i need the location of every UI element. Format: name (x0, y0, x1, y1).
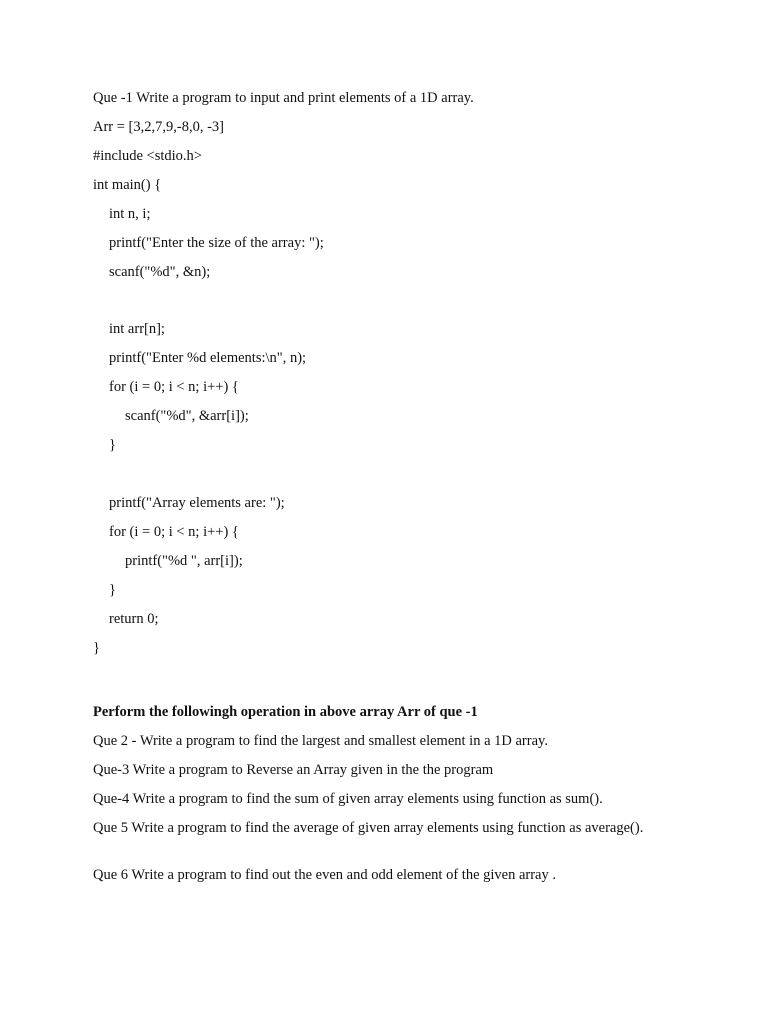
question-6: Que 6 Write a program to find out the even and odd element of the given array . (93, 867, 556, 883)
code-line: int arr[n]; (109, 321, 165, 337)
code-line: scanf("%d", &n); (109, 264, 211, 280)
question-1-title: Que -1 Write a program to input and print elements of a 1D array. (93, 90, 474, 106)
code-line: } (109, 437, 116, 453)
code-line: printf("Array elements are: "); (109, 495, 285, 511)
question-3: Que-3 Write a program to Reverse an Array given in the the program (93, 762, 494, 778)
question-2: Que 2 - Write a program to find the largest and smallest element in a 1D array. (93, 733, 548, 749)
code-line: return 0; (109, 611, 159, 627)
question-4: Que-4 Write a program to find the sum of given array elements using function as sum(). (93, 791, 603, 807)
code-line: int main() { (93, 177, 162, 193)
array-definition: Arr = [3,2,7,9,-8,0, -3] (93, 119, 224, 135)
question-5: Que 5 Write a program to find the average of given array elements using function as average(). (93, 820, 644, 836)
code-line: int n, i; (109, 206, 151, 222)
code-line: scanf("%d", &arr[i]); (125, 408, 249, 424)
code-line: #include <stdio.h> (93, 148, 202, 164)
code-line: printf("%d ", arr[i]); (125, 553, 243, 569)
code-line: printf("Enter the size of the array: "); (109, 235, 324, 251)
code-line: } (109, 582, 116, 598)
code-line: printf("Enter %d elements:\n", n); (109, 350, 307, 366)
code-line: for (i = 0; i < n; i++) { (109, 379, 239, 395)
code-line: } (93, 640, 100, 656)
operations-heading: Perform the followingh operation in above array Arr of que -1 (93, 704, 478, 720)
code-line: for (i = 0; i < n; i++) { (109, 524, 239, 540)
